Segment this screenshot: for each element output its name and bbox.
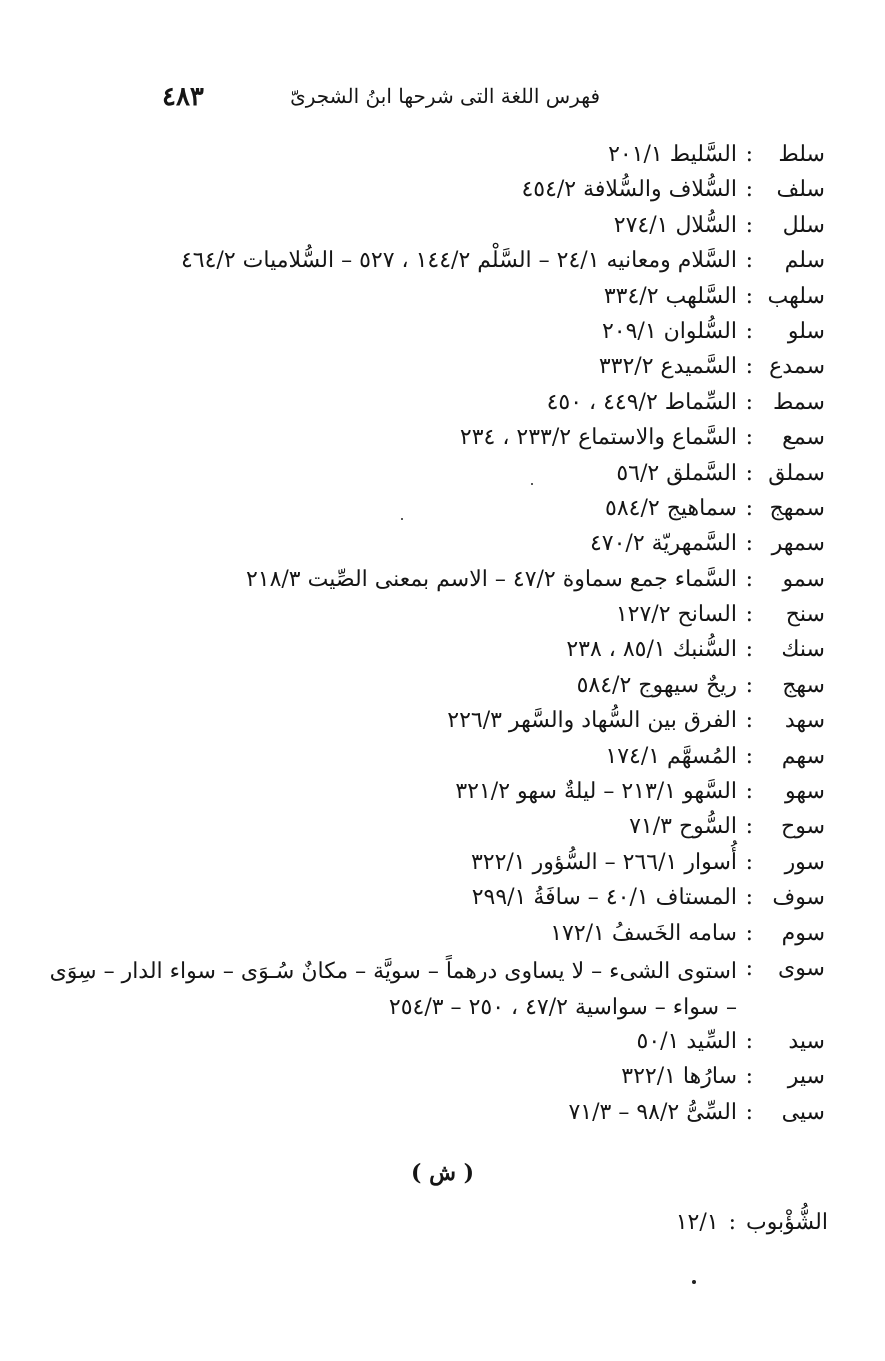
entry-root: سيى [781, 1099, 825, 1125]
index-entry [0, 598, 885, 633]
entry-text: السَّماء جمع سماوة ٤٧/٢ – الاسم بمعنى الصِّيت ٢١٨/٣ [245, 566, 737, 592]
entry-colon: : [745, 637, 753, 663]
section-heading: ( ش ) [411, 1160, 474, 1186]
entry-colon: : [745, 460, 753, 486]
entry-text: السَّمهريّة ٤٧٠/٢ [589, 531, 737, 557]
entry-text: استوى الشىء – لا يساوى درهماً – سويَّة – مكانٌ سُـوَى – سواء الدار – سِوَى – سواء – سواسية ٤٧/٢ ، ٢٥٠ – ٢٥٤/٣ [49, 958, 737, 1020]
entry-text: السُّنبك ٨٥/١ ، ٢٣٨ [566, 637, 737, 663]
entry-root: سهو [785, 779, 825, 805]
entry-text: أُسوار ٢٦٦/١ – السُّؤور ٣٢٢/١ [470, 849, 737, 875]
entry-text: السِّىُّ ٩٨/٢ – ٧١/٣ [568, 1099, 737, 1125]
entry-colon: : [745, 779, 753, 805]
entry-colon: : [745, 1028, 753, 1054]
entry-root: سهد [784, 708, 825, 734]
index-entry [0, 775, 885, 810]
entry-colon: : [745, 531, 753, 557]
entry-text: السُّوح ٧١/٣ [629, 814, 737, 840]
entry-colon: : [745, 602, 753, 628]
index-entry [0, 315, 885, 350]
entry-root: سمدع [769, 354, 825, 380]
entry-colon: : [745, 885, 753, 911]
entry-colon: : [745, 1064, 753, 1090]
scan-speck [531, 483, 533, 485]
entry-colon: : [745, 955, 753, 981]
entry-root: سلط [778, 142, 825, 167]
entry-colon: : [745, 849, 753, 875]
index-entry [0, 881, 885, 916]
entry-root: سهم [781, 743, 825, 769]
entry-root: سمط [772, 389, 825, 415]
entry-colon: : [745, 389, 753, 415]
index-entry [0, 1060, 885, 1095]
entry-root: سوم [781, 920, 825, 946]
index-entry [0, 1025, 885, 1060]
index-entry [0, 421, 885, 456]
entry-text: ريحٌ سيهوج ٥٨٤/٢ [576, 672, 737, 698]
index-entry-shin [676, 1210, 828, 1235]
entry-root: سوح [781, 814, 825, 840]
entry-root: سلف [776, 177, 825, 203]
entry-root: سمهج [769, 495, 825, 521]
index-entry [0, 563, 885, 598]
entry-text: السَّلام ومعانيه ٢٤/١ – السَّلْم ١٤٤/٢ ، ٥٢٧ – السُّلاميات ٤٦٤/٢ [180, 248, 737, 274]
entry-colon: : [745, 354, 753, 380]
entry-colon: : [745, 177, 753, 203]
scan-speck [692, 1280, 696, 1284]
entry-root: سلهب [767, 283, 825, 309]
index-entry [0, 704, 885, 739]
entry-colon: : [745, 495, 753, 521]
entry-colon: : [745, 814, 753, 840]
index-entry [0, 350, 885, 385]
entry-root: سهج [782, 672, 825, 698]
entry-text: سارُها ٣٢٢/١ [621, 1064, 737, 1090]
entry-text: السانح ١٢٧/٢ [615, 602, 737, 628]
index-entry [0, 386, 885, 421]
entry-root: سمع [782, 425, 825, 451]
entry-text: الفرق بين السُّهاد والسَّهر ٢٢٦/٣ [447, 708, 737, 734]
entry-root: سنك [781, 637, 825, 663]
entry-colon: : [745, 425, 753, 451]
index-entry [0, 846, 885, 881]
index-entry [0, 740, 885, 775]
page-header [150, 80, 600, 116]
entry-root: سيد [788, 1028, 825, 1054]
entry-root: سوف [772, 885, 825, 911]
entry-root: سملق [768, 460, 825, 486]
index-entry [0, 209, 885, 244]
scan-speck [401, 518, 403, 520]
entry-text: السِّيد ٥٠/١ [636, 1028, 737, 1054]
entry-colon: : [745, 248, 753, 274]
entry-colon: : [728, 1210, 736, 1235]
entry-text: السَّملق ٥٦/٢ [616, 460, 737, 486]
entry-colon: : [745, 672, 753, 698]
entry-text: السَّلهب ٣٣٤/٢ [603, 283, 737, 309]
index-entry [0, 527, 885, 562]
entry-colon: : [745, 566, 753, 592]
index-entry [0, 244, 885, 279]
entry-colon: : [745, 1099, 753, 1125]
entry-colon: : [745, 212, 753, 238]
entry-colon: : [745, 920, 753, 946]
entry-text: السَّليط ٢٠١/١ [608, 142, 737, 167]
entry-colon: : [745, 142, 753, 167]
running-title: فهرس اللغة التى شرحها ابنُ الشجرىّ [290, 84, 600, 108]
entry-text: سامه الخَسفُ ١٧٢/١ [550, 920, 737, 946]
entry-text: السُّلاف والسُّلافة ٤٥٤/٢ [521, 177, 737, 203]
index-entry [0, 633, 885, 668]
entry-root: سمهر [771, 531, 825, 557]
entry-text: السَّهو ٢١٣/١ – ليلةٌ سهو ٣٢١/٢ [455, 779, 737, 805]
entry-root: سلو [787, 318, 825, 344]
index-entry [0, 952, 885, 1025]
index-entry [0, 280, 885, 315]
page-number: ٤٨٣ [162, 82, 204, 112]
index-entry [0, 492, 885, 527]
entry-text: المستاف ٤٠/١ – سافَةُ ٢٩٩/١ [471, 885, 737, 911]
entry-text: المُسهَّم ١٧٤/١ [605, 743, 737, 769]
entry-text: السِّماط ٤٤٩/٢ ، ٤٥٠ [546, 389, 737, 415]
entry-text: سماهيج ٥٨٤/٢ [605, 495, 737, 521]
entry-root: سمو [782, 566, 825, 592]
index-entries [0, 138, 885, 1131]
entry-root: الشُّؤْبوب [745, 1210, 828, 1235]
entry-root: سوى [777, 955, 825, 981]
index-entry [0, 173, 885, 208]
entry-text: السَّميدع ٣٣٢/٢ [598, 354, 737, 380]
index-entry [0, 810, 885, 845]
index-entry [0, 917, 885, 952]
entry-text: ١٢/١ [675, 1210, 719, 1235]
entry-root: سلم [784, 248, 825, 274]
index-entry [0, 1096, 885, 1131]
entry-root: سير [787, 1064, 825, 1090]
entry-root: سنح [785, 602, 825, 628]
entry-colon: : [745, 318, 753, 344]
entry-colon: : [745, 743, 753, 769]
entry-text: السُّلال ٢٧٤/١ [613, 212, 737, 238]
index-entry [0, 669, 885, 704]
entry-text: السَّماع والاستماع ٢٣٣/٢ ، ٢٣٤ [459, 425, 737, 451]
entry-root: سلل [782, 212, 825, 238]
index-entry [0, 457, 885, 492]
entry-colon: : [745, 708, 753, 734]
index-entry [0, 138, 885, 173]
entry-text: السُّلوان ٢٠٩/١ [601, 318, 737, 344]
entry-colon: : [745, 283, 753, 309]
entry-root: سور [784, 849, 825, 875]
